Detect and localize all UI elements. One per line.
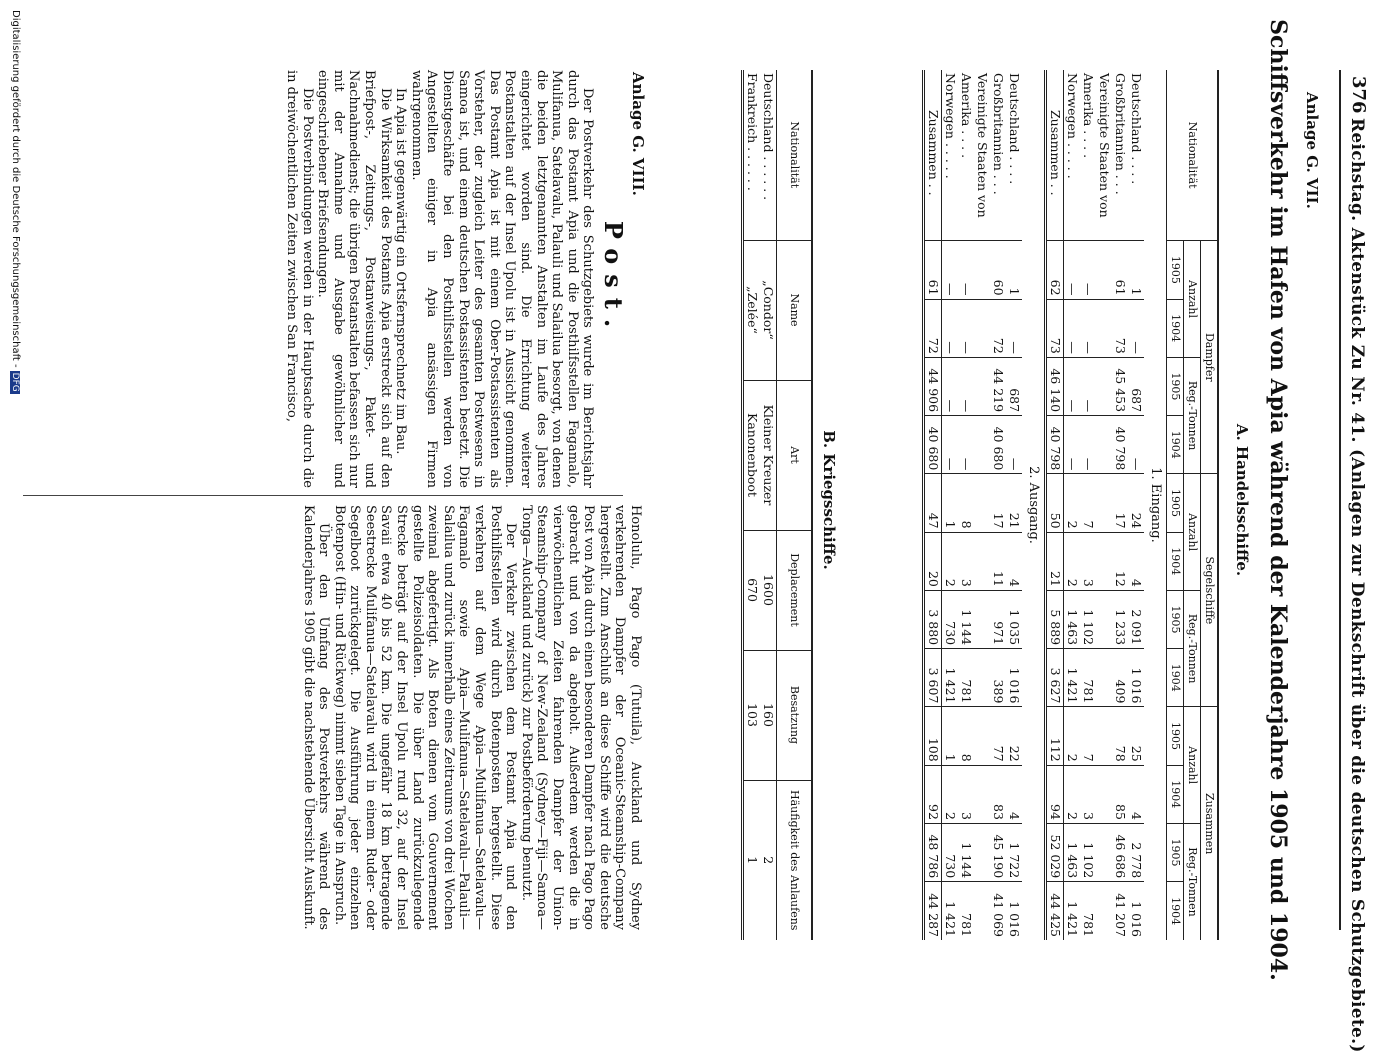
col-anzahl: Anzahl <box>1184 474 1201 591</box>
table-top-rule <box>1217 70 1219 940</box>
table-cell <box>1096 416 1112 474</box>
table-cell: 25 <box>1128 707 1144 765</box>
col-zusammen: Zusammen <box>1201 707 1218 940</box>
table-cell <box>974 590 990 648</box>
table-cell: 72 <box>990 299 1006 357</box>
table-cell: 2 778 <box>1128 823 1144 881</box>
post-paragraph: Der Verkehr zwischen dem Postamt Apia und den Posthilfsstellen wird durch Botenposten hergestellt. Diese verkehren auf dem Wege Apia—Mulifanua—Satelavalu—Fagamalo sowie Apia—Mulifanua—Satelavalu—Palauli—Salailua und zurück innerhalb eines Zeitraums von drei Wochen zweimal abgefertigt. Als Boten dienen vom Gouvernement gestellte Polizeisoldaten. Die über Land zurückzulegende Strecke beträgt auf der Insel Upolu rund 32, auf der Insel Savaii etwa 40 bis 52 km. Die ungefähr 18 km betragende Seestrecke Mulifanua—Satelavalu wird in einem Ruder- oder Segelboot zurückgelegt. Die Ausführung jeder einzelnen Botenpost (Hin- und Rückweg) nimmt sieben Tage in Anspruch. <box>331 505 519 930</box>
table-cell: 77 <box>990 707 1006 765</box>
table-cell: 1 463 <box>1064 590 1081 648</box>
col-year: 1905 <box>1167 474 1184 532</box>
table-cell: 1 233 <box>1112 590 1128 648</box>
table-cell: 17 <box>1112 474 1128 532</box>
total-cell: 108 <box>924 707 942 765</box>
total-cell: 46 140 <box>1046 357 1064 415</box>
table-cell: 8 <box>958 474 974 532</box>
table-cell <box>1096 474 1112 532</box>
table-cell: 46 686 <box>1112 823 1128 881</box>
section-a-heading: A. Handelsschiffe. <box>1233 423 1251 577</box>
table-cell: 40 798 <box>1112 416 1128 474</box>
post-paragraph: Über den Umfang des Postverkehrs während des Kalenderjahres 1905 gibt die nachstehende Übersicht Auskunft. <box>300 505 332 930</box>
row-nationality: Deutschland . . . . <box>1129 73 1144 185</box>
table-cell: 1 <box>1006 241 1022 299</box>
table-cell: 687 <box>1006 357 1022 415</box>
table-cell: — <box>1080 299 1096 357</box>
total-cell: 3 880 <box>924 590 942 648</box>
table-cell: — <box>1064 241 1081 299</box>
col-year: 1905 <box>1167 823 1184 881</box>
table-cell: 17 <box>990 474 1006 532</box>
table-cell <box>1096 707 1112 765</box>
post-right-column <box>300 505 643 930</box>
table-cell: 1 016 <box>1006 882 1022 940</box>
total-cell: 47 <box>924 474 942 532</box>
table-cell: 1 421 <box>942 649 959 707</box>
warships-col-header: Name <box>777 240 812 380</box>
table-cell: 7 <box>1080 707 1096 765</box>
total-cell: 20 <box>924 532 942 590</box>
table-cell: 4 <box>1006 532 1022 590</box>
warships-col-header: Besatzung <box>777 650 812 780</box>
eingang-label: 1. Eingang. <box>1148 467 1163 543</box>
table-cell: „Zelée“ <box>743 240 761 380</box>
col-year: 1904 <box>1167 882 1184 940</box>
table-cell: 3 <box>958 765 974 823</box>
post-paragraph: Die Postverbindungen werden in der Hauptsache durch die in dreiwöchentlichen Zeiten zwischen San Francisco, <box>284 70 315 488</box>
table-cell: 971 <box>990 590 1006 648</box>
table-cell: 73 <box>1112 299 1128 357</box>
row-nationality: Großbritannien . . . <box>991 73 1006 195</box>
table-cell <box>1096 532 1112 590</box>
total-cell: 48 786 <box>924 823 942 881</box>
table-cell: 1 102 <box>1080 823 1096 881</box>
post-heading: Post. <box>599 220 628 338</box>
table-cell: 3 <box>1080 765 1096 823</box>
table-row <box>1096 70 1112 940</box>
table-cell: 7 <box>1080 474 1096 532</box>
merchant-ships-table <box>922 70 1217 940</box>
table-cell: 2 <box>760 780 777 940</box>
total-cell: 44 287 <box>924 882 942 940</box>
col-year: 1905 <box>1167 590 1184 648</box>
table-cell: 4 <box>1006 765 1022 823</box>
row-nationality: Amerika . . . . <box>959 73 974 159</box>
table-cell <box>974 241 990 299</box>
section-b-heading: B. Kriegsschiffe. <box>820 430 838 570</box>
warships-col-header: Nationalität <box>777 70 812 240</box>
table-cell: 3 <box>1080 532 1096 590</box>
ausgang-label-row <box>1022 70 1046 940</box>
table-cell: — <box>1128 299 1144 357</box>
total-cell: 21 <box>1046 532 1064 590</box>
table-cell: 85 <box>1112 765 1128 823</box>
ship-traffic-title: Schiffsverkehr im Hafen von Apia während der Kalenderjahre 1905 und 1904. <box>1265 19 1291 981</box>
table-row <box>1064 70 1081 940</box>
total-cell: 50 <box>1046 474 1064 532</box>
table-cell: 2 091 <box>1128 590 1144 648</box>
row-nationality: Amerika . . . . <box>1081 73 1096 159</box>
table-cell: 1 016 <box>1128 882 1144 940</box>
table-cell: 83 <box>990 765 1006 823</box>
ausgang-rows <box>924 70 1023 940</box>
anlage-7-label: Anlage G. VII. <box>1303 92 1321 209</box>
table-cell: — <box>1128 416 1144 474</box>
col-anzahl: Anzahl <box>1184 707 1201 824</box>
col-year: 1904 <box>1167 299 1184 357</box>
table-cell: 21 <box>1006 474 1022 532</box>
col-segelschiffe: Segelschiffe <box>1201 474 1218 707</box>
table-cell <box>974 765 990 823</box>
table-cell: 2 <box>942 532 959 590</box>
table-cell: 781 <box>958 649 974 707</box>
table-cell <box>1096 590 1112 648</box>
table-cell <box>974 532 990 590</box>
table-cell <box>974 299 990 357</box>
col-nationality: Nationalität <box>1167 70 1218 241</box>
table-cell: 2 <box>1064 474 1081 532</box>
table-cell <box>1096 649 1112 707</box>
row-nationality: Norwegen . . . . . <box>1065 73 1080 179</box>
col-year: 1904 <box>1167 532 1184 590</box>
table-cell <box>1096 765 1112 823</box>
col-regtonnen: Reg.-Tonnen <box>1184 823 1201 940</box>
dfg-credit-text: Digitalisierung gefördert durch die Deutsche Forschungsgemeinschaft - <box>10 10 21 368</box>
total-cell: 44 425 <box>1046 882 1064 940</box>
col-year: 1905 <box>1167 241 1184 299</box>
total-cell: 52 029 <box>1046 823 1064 881</box>
dfg-logo: DFG <box>10 372 20 392</box>
table-cell <box>974 882 990 940</box>
table-cell: 11 <box>990 532 1006 590</box>
table-cell <box>1096 241 1112 299</box>
total-cell: 92 <box>924 765 942 823</box>
table-row <box>1006 70 1022 940</box>
post-paragraph: Die Wirksamkeit des Postamts Apia erstreckt sich auf den Briefpost-, Zeitungs-, Postanweisungs-, Paket- und Nachnahmedienst; die übrigen Postanstalten befassen sich nur mit der Annahme und Ausgabe gewöhnlicher und eingeschriebener Briefsendungen. <box>315 70 393 488</box>
table-cell: Kanonenboot <box>743 380 761 530</box>
table-row <box>1112 70 1128 940</box>
total-cell: 44 906 <box>924 357 942 415</box>
col-anzahl: Anzahl <box>1184 241 1201 358</box>
table-cell: 1 463 <box>1064 823 1081 881</box>
table-cell: 1 <box>1128 241 1144 299</box>
table-row <box>942 70 959 940</box>
table-cell: 1 722 <box>1006 823 1022 881</box>
table-cell: 45 190 <box>990 823 1006 881</box>
total-cell: 72 <box>924 299 942 357</box>
table-cell: 1 421 <box>1064 882 1081 940</box>
table-cell: — <box>942 357 959 415</box>
warships-col-header: Häufigkeit des Anlaufens <box>777 780 812 940</box>
warships-col-header: Deplacement <box>777 530 812 650</box>
table-cell: — <box>1080 357 1096 415</box>
col-regtonnen: Reg.-Tonnen <box>1184 357 1201 474</box>
table-cell: — <box>958 299 974 357</box>
table-cell: 1 421 <box>1064 649 1081 707</box>
total-cell: 73 <box>1046 299 1064 357</box>
table-cell <box>974 707 990 765</box>
table-cell: 41 069 <box>990 882 1006 940</box>
total-cell: 3 607 <box>924 649 942 707</box>
warships-table <box>741 70 811 940</box>
anlage-8-label: Anlage G. VIII. <box>629 72 647 196</box>
table-cell: 2 <box>942 765 959 823</box>
table-cell: 1 035 <box>1006 590 1022 648</box>
table-cell <box>1096 882 1112 940</box>
warships-head-row <box>777 70 812 940</box>
table-cell: 1 016 <box>1006 649 1022 707</box>
total-cell: 40 680 <box>924 416 942 474</box>
page-number: 376 <box>1348 76 1369 114</box>
table-cell: 1 016 <box>1128 649 1144 707</box>
table-cell <box>974 357 990 415</box>
table-cell: 730 <box>942 590 959 648</box>
table-cell: 389 <box>990 649 1006 707</box>
eingang-rows <box>1046 70 1145 940</box>
col-year: 1904 <box>1167 765 1184 823</box>
table-cell: — <box>1080 416 1096 474</box>
table-cell: — <box>958 241 974 299</box>
table-cell: 1 421 <box>942 882 959 940</box>
table-cell: — <box>1006 299 1022 357</box>
row-nationality: Deutschland . . . . <box>1007 73 1022 185</box>
table-cell: — <box>1080 241 1096 299</box>
ausgang-label: 2. Ausgang. <box>1026 466 1041 544</box>
table-cell <box>974 823 990 881</box>
table-cell: 1 <box>942 474 959 532</box>
eingang-label-row <box>1144 70 1167 940</box>
post-paragraph: Der Postverkehr des Schutzgebiets wurde im Berichtsjahr durch das Postamt Apia und die Posthilfsstellen Fagamalo, Mulifanua, Satelavalu, Palauli und Salailua besorgt, von denen die beiden letztgenannten Anstalten im Laufe des Jahres eingerichtet worden sind. Die Errichtung weiterer Postanstalten auf der Insel Upolu ist in Aussicht genommen. Das Postamt Apia ist mit einem Ober-Postassistenten als Vorsteher, der zugleich Leiter des gesamten Postwesens in Samoa ist, und einem deutschen Postassistenten besetzt. Die Dienstgeschäfte bei den Posthilfsstellen werden von Angestellten einiger in Apia ansässigen Firmen wahrgenommen. <box>408 70 596 488</box>
total-cell: 61 <box>924 241 942 299</box>
table-row <box>1080 70 1096 940</box>
header-rule <box>1339 70 1341 930</box>
table-cell <box>1096 823 1112 881</box>
table-cell: — <box>942 416 959 474</box>
war-table-top-rule <box>811 70 813 940</box>
total-label: Zusammen . . <box>924 70 942 241</box>
table-cell: 781 <box>958 882 974 940</box>
total-row <box>1046 70 1064 940</box>
table-cell: 4 <box>1128 765 1144 823</box>
table-row <box>1128 70 1144 940</box>
table-cell <box>1096 299 1112 357</box>
col-year: 1904 <box>1167 649 1184 707</box>
table-cell: 781 <box>1080 882 1096 940</box>
col-regtonnen: Reg.-Tonnen <box>1184 590 1201 707</box>
table-cell: 781 <box>1080 649 1096 707</box>
table-cell: „Condor“ <box>760 240 777 380</box>
table-cell: 40 680 <box>990 416 1006 474</box>
post-paragraph: In Apia ist gegenwärtig ein Ortsfernsprechnetz im Bau. <box>393 88 409 455</box>
total-cell: 94 <box>1046 765 1064 823</box>
running-title: Reichstag. Aktenstück Zu Nr. 41. (Anlagen zur Denkschrift über die deutschen Schutzgebiete.) <box>1347 118 1367 1053</box>
table-cell: 409 <box>1112 649 1128 707</box>
table-cell: 22 <box>1006 707 1022 765</box>
table-cell: — <box>942 241 959 299</box>
table-cell: 670 <box>743 530 761 650</box>
table-cell: 1 144 <box>958 590 974 648</box>
table-cell: 3 <box>958 532 974 590</box>
table-cell: 78 <box>1112 707 1128 765</box>
table-cell: Frankreich . . . . . . <box>743 70 761 240</box>
total-label: Zusammen . . <box>1046 70 1064 241</box>
warships-col-header: Art <box>777 380 812 530</box>
table-row <box>958 70 974 940</box>
total-row <box>924 70 942 940</box>
row-nationality: Großbritannien . . . <box>1113 73 1128 195</box>
table-head-row-1 <box>1201 70 1218 940</box>
table-cell: 2 <box>1064 707 1081 765</box>
table-cell: 4 <box>1128 532 1144 590</box>
table-cell: 1 <box>743 780 761 940</box>
table-cell: — <box>942 299 959 357</box>
table-cell <box>974 416 990 474</box>
col-year: 1905 <box>1167 707 1184 765</box>
table-row <box>760 70 777 940</box>
col-year: 1904 <box>1167 416 1184 474</box>
row-nationality: Vereinigte Staaten von <box>975 73 990 218</box>
table-cell: 103 <box>743 650 761 780</box>
table-cell: 41 207 <box>1112 882 1128 940</box>
table-cell: 1 102 <box>1080 590 1096 648</box>
table-cell: Deutschland . . . . . . <box>761 73 776 201</box>
total-cell: 62 <box>1046 241 1064 299</box>
table-cell: 2 <box>1064 765 1081 823</box>
post-left-column <box>284 70 628 488</box>
table-cell: 44 219 <box>990 357 1006 415</box>
column-divider <box>23 495 623 496</box>
table-cell: 687 <box>1128 357 1144 415</box>
table-cell: 1 144 <box>958 823 974 881</box>
table-cell: — <box>1064 357 1081 415</box>
total-cell: 112 <box>1046 707 1064 765</box>
table-cell <box>1096 357 1112 415</box>
table-cell: Kleiner Kreuzer <box>760 380 777 530</box>
table-cell: 12 <box>1112 532 1128 590</box>
total-cell: 3 627 <box>1046 649 1064 707</box>
table-cell: 160 <box>760 650 777 780</box>
table-cell: — <box>1064 299 1081 357</box>
table-cell: 1 <box>942 707 959 765</box>
warships-rows <box>743 70 777 940</box>
table-cell: 61 <box>1112 241 1128 299</box>
table-cell: 24 <box>1128 474 1144 532</box>
table-cell: 45 453 <box>1112 357 1128 415</box>
total-cell: 5 889 <box>1046 590 1064 648</box>
col-dampfer: Dampfer <box>1201 241 1218 474</box>
table-row <box>743 70 761 940</box>
table-cell: 730 <box>942 823 959 881</box>
table-cell: — <box>1064 416 1081 474</box>
table-cell: — <box>958 357 974 415</box>
table-cell: 1600 <box>760 530 777 650</box>
row-nationality: Norwegen . . . . . <box>943 73 958 179</box>
table-row <box>990 70 1006 940</box>
row-nationality: Vereinigte Staaten von <box>1097 73 1112 218</box>
table-cell: — <box>958 416 974 474</box>
table-cell <box>974 474 990 532</box>
table-cell: — <box>1006 416 1022 474</box>
table-row <box>974 70 990 940</box>
table-cell: 60 <box>990 241 1006 299</box>
dfg-credit <box>10 10 21 394</box>
table-cell: 2 <box>1064 532 1081 590</box>
col-year: 1905 <box>1167 357 1184 415</box>
post-paragraph: Honolulu, Pago Pago (Tutuila), Auckland und Sydney verkehrenden Dampfer der Oceanic-Steamship-Company hergestellt. Zum Anschluß an diese Schiffe wird die deutsche Post von Apia durch einen besonderen Dampfer nach Pago Pago gebracht und von da abgeholt. Außerdem werden die in vierwöchentlichen Zeiten fahrenden Dampfer der Union-Steamship-Company of New-Zealand (Sydney—Fiji—Samoa—Tonga—Auckland und zurück) zur Postbeförderung benutzt. <box>518 505 643 930</box>
table-cell <box>974 649 990 707</box>
total-cell: 40 798 <box>1046 416 1064 474</box>
table-cell: 8 <box>958 707 974 765</box>
